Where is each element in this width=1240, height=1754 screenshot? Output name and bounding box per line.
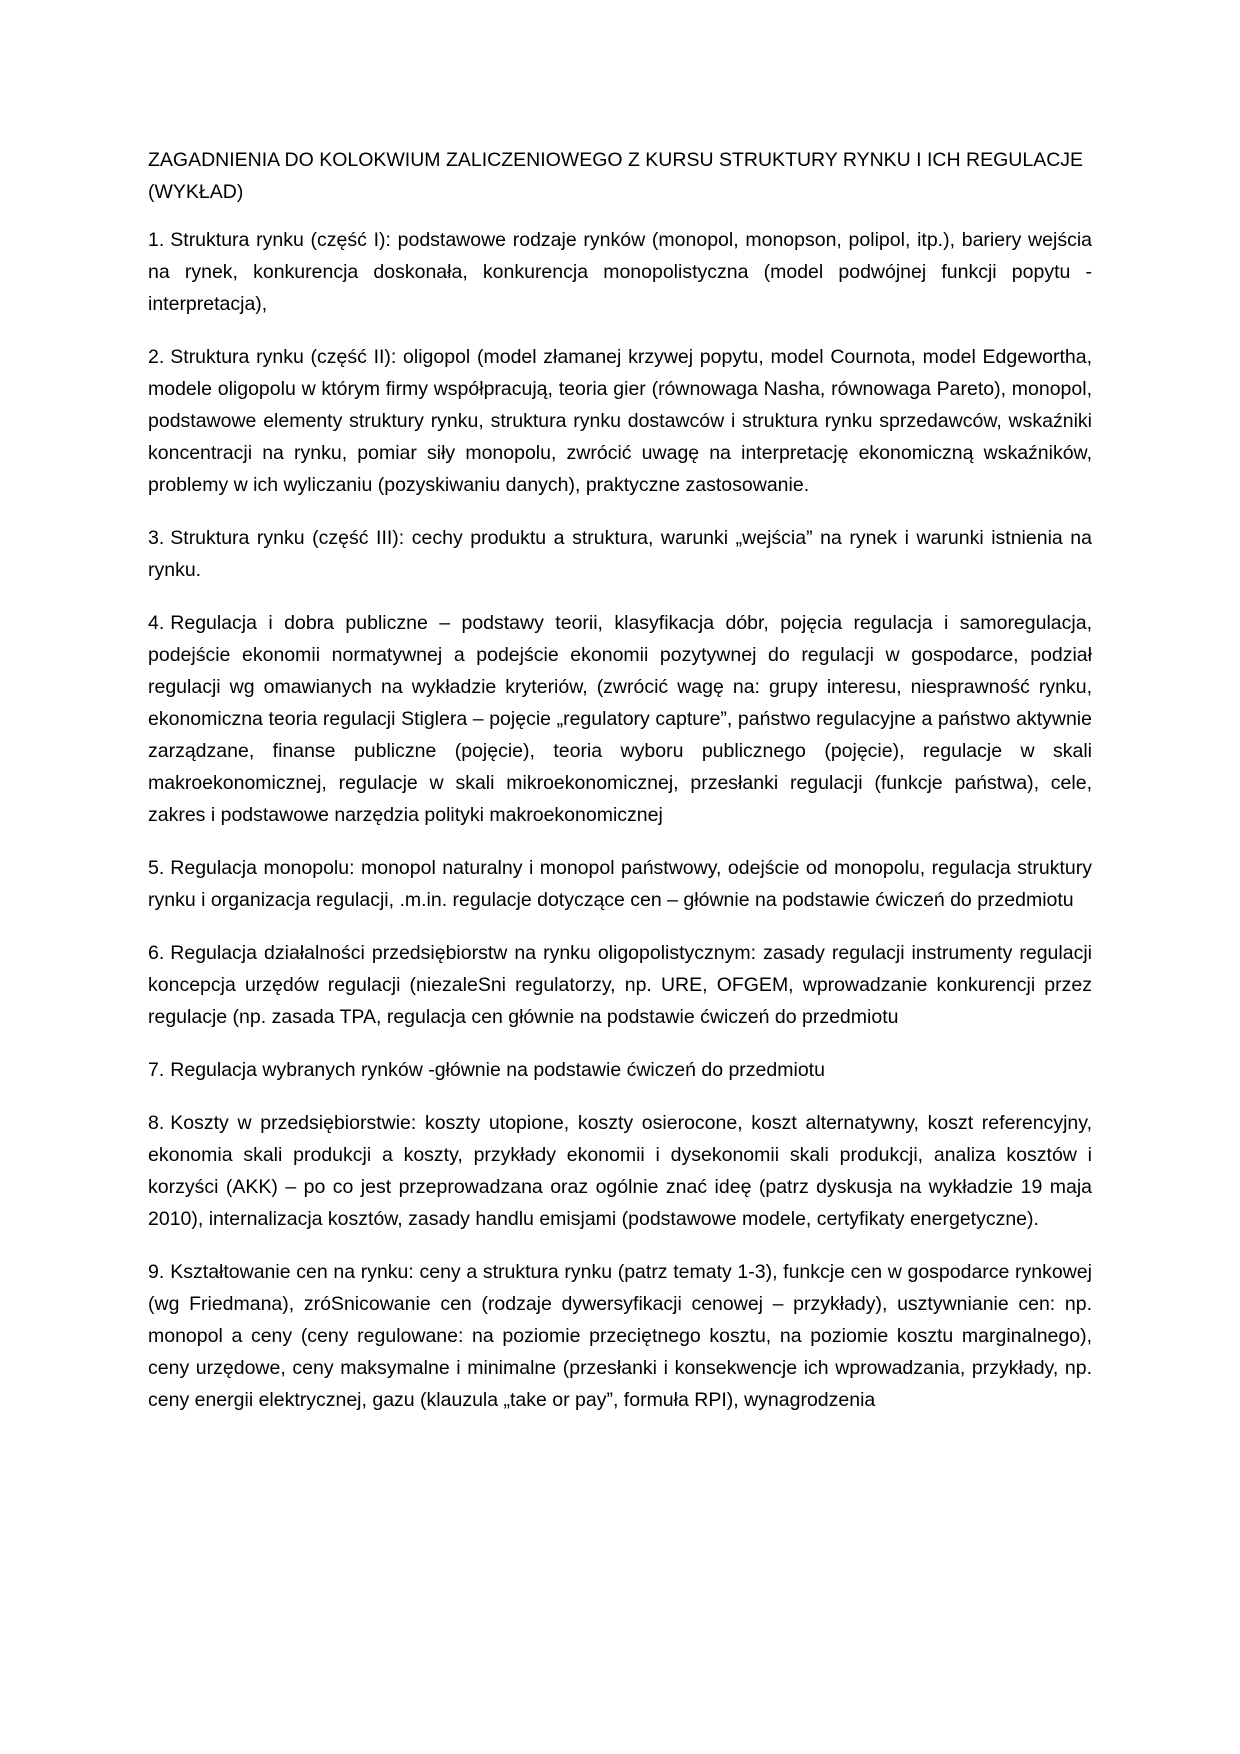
topic-text: Struktura rynku (część III): cechy produktu a struktura, warunki „wejścia” na rynek i warunki istnienia na rynku. [148,527,1092,581]
topic-number: 2. [148,346,165,368]
topic-item-1 [148,224,1092,320]
topic-item-3 [148,522,1092,586]
topic-text: Regulacja działalności przedsiębiorstw na rynku oligopolistycznym: zasady regulacji instrumenty regulacji koncepcja urzędów regulacji (niezaleSni regulatorzy, np. URE, OFGEM, wprowadzanie konkurencji przez regulacje (np. zasada TPA, regulacja cen głównie na podstawie ćwiczeń do przedmiotu [148,942,1092,1028]
topic-text: Kształtowanie cen na rynku: ceny a struktura rynku (patrz tematy 1-3), funkcje cen w gospodarce rynkowej (wg Friedmana), zróSnicowanie cen (rodzaje dywersyfikacji cenowej – przykłady), usztywnianie cen: np. monopol a ceny (ceny regulowane: na poziomie przeciętnego kosztu, na poziomie kosztu marginalnego), ceny urzędowe, ceny maksymalne i minimalne (przesłanki i konsekwencje ich wprowadzania, przykłady, np. ceny energii elektrycznej, gazu (klauzula „take or pay”, formuła RPI), wynagrodzenia [148,1261,1092,1411]
topics-list [148,224,1092,1416]
topic-item-8 [148,1107,1092,1235]
topic-number: 3. [148,527,165,549]
topic-item-5 [148,852,1092,916]
topic-number: 5. [148,857,165,879]
topic-item-7 [148,1054,1092,1086]
topic-number: 6. [148,942,165,964]
topic-item-2 [148,341,1092,501]
topic-text: Koszty w przedsiębiorstwie: koszty utopione, koszty osierocone, koszt alternatywny, koszt referencyjny, ekonomia skali produkcji a koszty, przykłady ekonomii i dysekonomii skali produkcji, analiza kosztów i korzyści (AKK) – po co jest przeprowadzana oraz ogólnie znać ideę (patrz dyskusja na wykładzie 19 maja 2010), internalizacja kosztów, zasady handlu emisjami (podstawowe modele, certyfikaty energetyczne). [148,1112,1092,1230]
topic-text: Regulacja monopolu: monopol naturalny i monopol państwowy, odejście od monopolu, regulacja struktury rynku i organizacja regulacji, .m.in. regulacje dotyczące cen – głównie na podstawie ćwiczeń do przedmiotu [148,857,1092,911]
topic-text: Regulacja i dobra publiczne – podstawy teorii, klasyfikacja dóbr, pojęcia regulacja i samoregulacja, podejście ekonomii normatywnej a podejście ekonomii pozytywnej do regulacji w gospodarce, podział regulacji wg omawianych na wykładzie kryteriów, (zwrócić wagę na: grupy interesu, niesprawność rynku, ekonomiczna teoria regulacji Stiglera – pojęcie „regulatory capture”, państwo regulacyjne a państwo aktywnie zarządzane, finanse publiczne (pojęcie), teoria wyboru publicznego (pojęcie), regulacje w skali makroekonomicznej, regulacje w skali mikroekonomicznej, przesłanki regulacji (funkcje państwa), cele, zakres i podstawowe narzędzia polityki makroekonomicznej [148,612,1092,826]
topic-number: 9. [148,1261,165,1283]
topic-text: Regulacja wybranych rynków -głównie na podstawie ćwiczeń do przedmiotu [170,1059,825,1081]
topic-number: 8. [148,1112,165,1134]
topic-text: Struktura rynku (część II): oligopol (model złamanej krzywej popytu, model Cournota, model Edgewortha, modele oligopolu w którym firmy współpracują, teoria gier (równowaga Nasha, równowaga Pareto), monopol, podstawowe elementy struktury rynku, struktura rynku dostawców i struktura rynku sprzedawców, wskaźniki koncentracji na rynku, pomiar siły monopolu, zwrócić uwagę na interpretację ekonomiczną wskaźników, problemy w ich wyliczaniu (pozyskiwaniu danych), praktyczne zastosowanie. [148,346,1092,496]
topic-item-6 [148,937,1092,1033]
topic-number: 4. [148,612,165,634]
topic-item-4 [148,607,1092,831]
topic-number: 1. [148,229,165,251]
document-page [148,144,1092,1437]
topic-text: Struktura rynku (część I): podstawowe rodzaje rynków (monopol, monopson, polipol, itp.), bariery wejścia na rynek, konkurencja doskonała, konkurencja monopolistyczna (model podwójnej funkcji popytu -interpretacja), [148,229,1092,315]
document-title: ZAGADNIENIA DO KOLOKWIUM ZALICZENIOWEGO Z KURSU STRUKTURY RYNKU I ICH REGULACJE (WYKŁAD) [148,149,1084,203]
topic-item-9 [148,1256,1092,1416]
topic-number: 7. [148,1059,165,1081]
